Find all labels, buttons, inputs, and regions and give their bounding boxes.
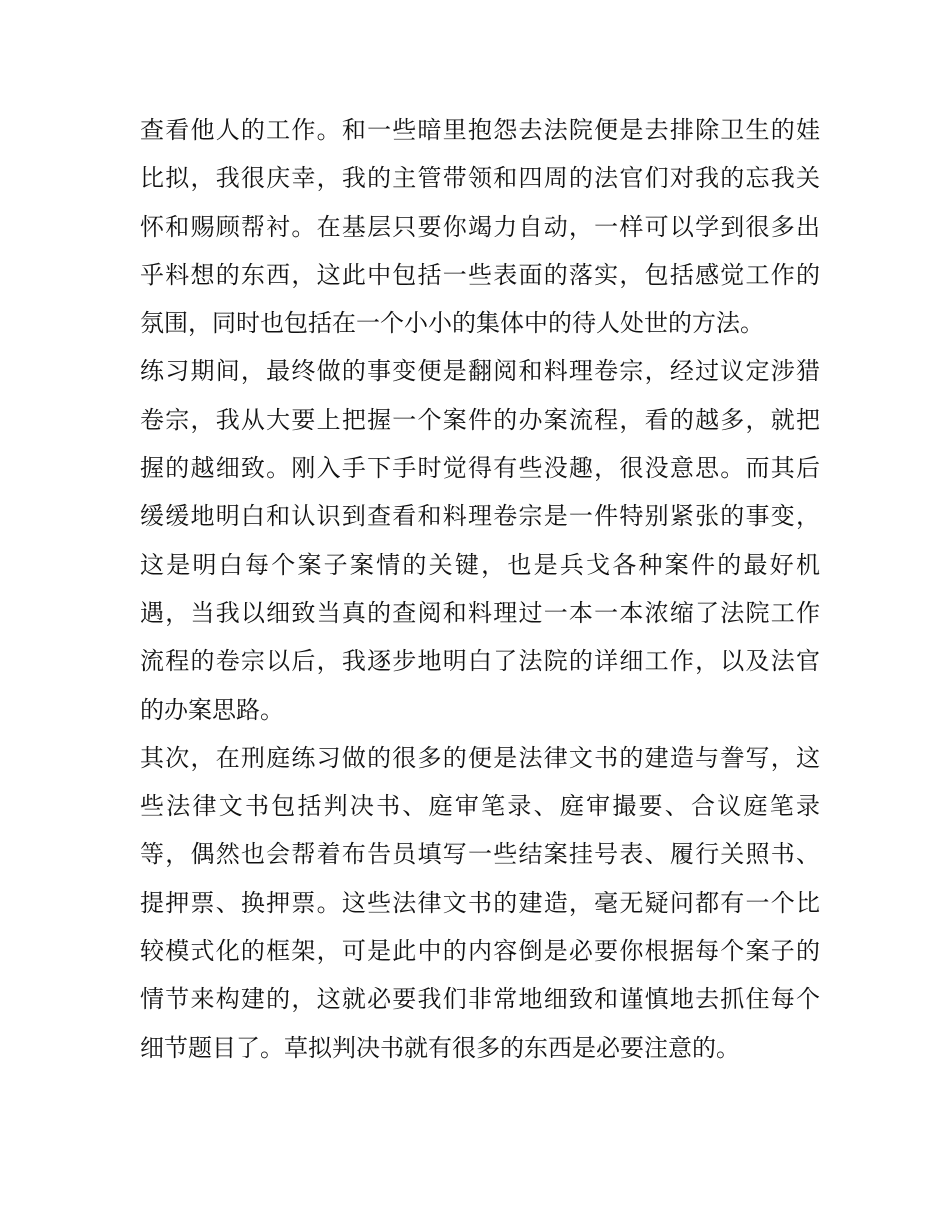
text-line-12: 流程的卷宗以后，我逐步地明白了法院的详细工作，以及法官 — [140, 647, 820, 676]
text-line-5: 氛围，同时也包括在一个小小的集体中的待人处世的方法。 — [140, 309, 764, 338]
text-line-4: 乎料想的东西，这此中包括一些表面的落实，包括感觉工作的 — [140, 260, 820, 289]
text-line-8: 握的越细致。刚入手下手时觉得有些没趣，很没意思。而其后 — [140, 454, 820, 483]
text-line-7: 卷宗，我从大要上把握一个案件的办案流程，看的越多，就把 — [140, 405, 820, 434]
text-line-19: 情节来构建的，这就必要我们非常地细致和谨慎地去抓住每个 — [140, 985, 820, 1014]
text-line-1: 查看他人的工作。和一些暗里抱怨去法院便是去排除卫生的娃 — [140, 116, 820, 144]
text-line-15: 些法律文书包括判决书、庭审笔录、庭审撮要、合议庭笔录 — [140, 792, 820, 821]
text-line-3: 怀和赐顾帮衬。在基层只要你竭力自动，一样可以学到很多出 — [140, 212, 820, 241]
body-text — [140, 106, 820, 1072]
text-line-9: 缓缓地明白和认识到查看和料理卷宗是一件特别紧张的事变， — [140, 502, 820, 531]
text-line-17: 提押票、换押票。这些法律文书的建造，毫无疑问都有一个比 — [140, 888, 820, 917]
text-line-16: 等，偶然也会帮着布告员填写一些结案挂号表、履行关照书、 — [140, 840, 820, 869]
text-line-14: 其次，在刑庭练习做的很多的便是法律文书的建造与誊写，这 — [140, 743, 820, 772]
text-line-11: 遇，当我以细致当真的查阅和料理过一本一本浓缩了法院工作 — [140, 598, 820, 627]
text-line-20: 细节题目了。草拟判决书就有很多的东西是必要注意的。 — [140, 1033, 740, 1062]
text-line-2: 比拟，我很庆幸，我的主管带领和四周的法官们对我的忘我关 — [140, 164, 820, 193]
text-line-13: 的办案思路。 — [140, 695, 284, 724]
text-line-18: 较模式化的框架，可是此中的内容倒是必要你根据每个案子的 — [140, 937, 820, 966]
text-line-10: 这是明白每个案子案情的关键，也是兵戈各种案件的最好机 — [140, 550, 820, 579]
text-line-6: 练习期间，最终做的事变便是翻阅和料理卷宗，经过议定涉猎 — [140, 357, 820, 386]
